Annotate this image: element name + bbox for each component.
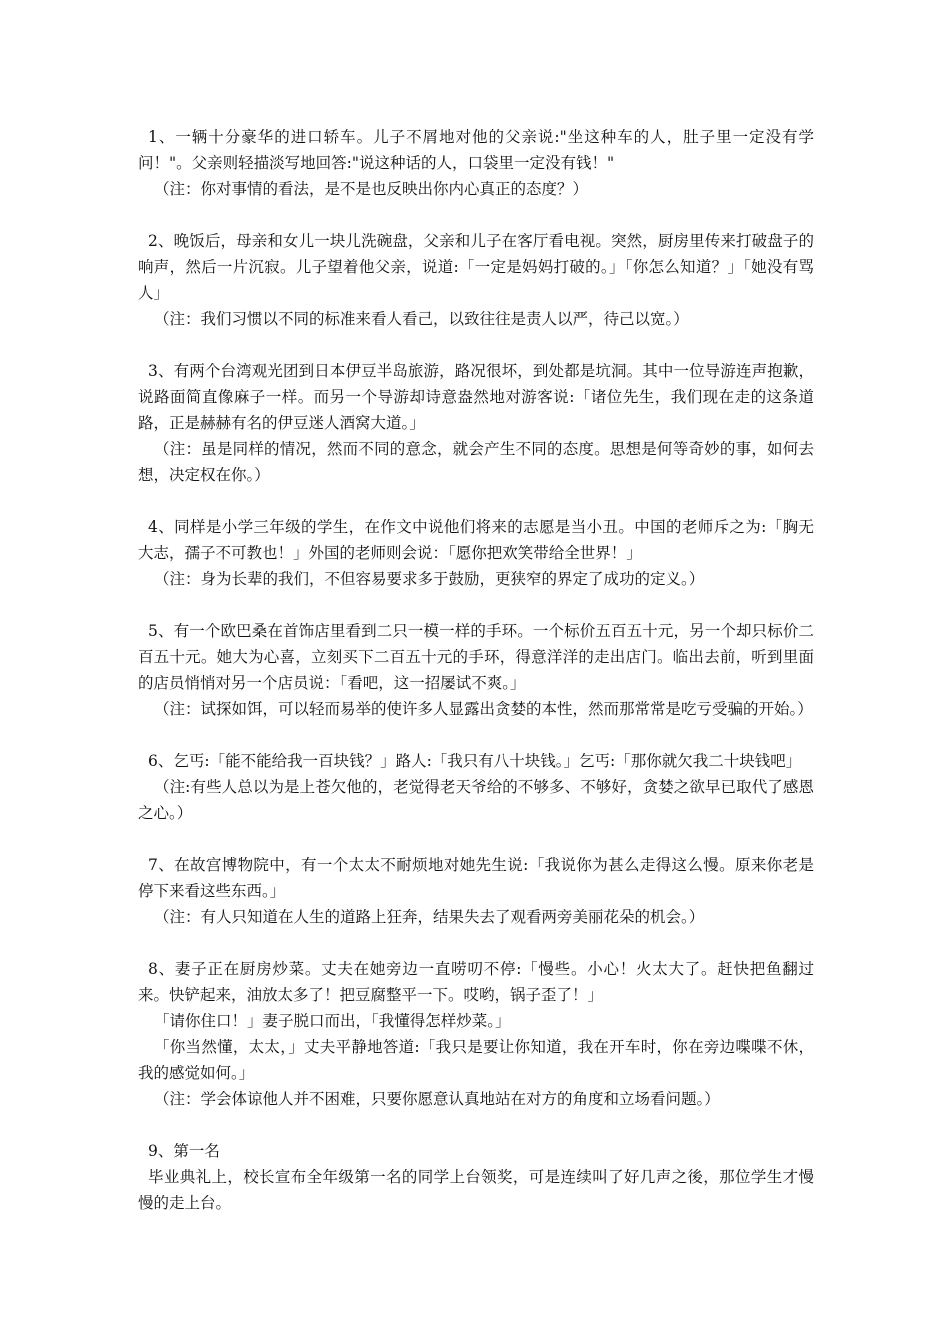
story-4	[138, 514, 814, 592]
story-1	[138, 124, 814, 202]
story-6	[138, 748, 814, 826]
story-note: （注：你对事情的看法，是不是也反映出你内心真正的态度？）	[154, 180, 589, 198]
story-3	[138, 358, 814, 488]
story-dialogue: 「请你住口！」妻子脱口而出，「我懂得怎样炒菜。」	[154, 1012, 511, 1030]
story-note: （注：试探如饵，可以轻而易举的使许多人显露出贪婪的本性，然而那常常是吃亏受骗的开始。）	[154, 700, 813, 718]
story-text: 8、妻子正在厨房炒菜。丈夫在她旁边一直唠叨不停:「慢些。小心！火太大了。赶快把鱼翻过来。快铲起来，油放太多了！把豆腐整平一下。哎哟，锅子歪了！」	[138, 960, 814, 1004]
story-text: 6、乞丐:「能不能给我一百块钱？」路人:「我只有八十块钱。」乞丐:「那你就欠我二十块钱吧」	[148, 752, 802, 770]
story-8	[138, 956, 814, 1112]
story-text: 4、同样是小学三年级的学生，在作文中说他们将来的志愿是当小丑。中国的老师斥之为:「胸无大志，孺子不可教也！」外国的老师则会说：「愿你把欢笑带给全世界！」	[138, 518, 814, 562]
story-9	[138, 1138, 814, 1216]
story-note: （注：学会体谅他人并不困难，只要你愿意认真地站在对方的角度和立场看问题。）	[154, 1090, 720, 1108]
story-note: （注：有人只知道在人生的道路上狂奔，结果失去了观看两旁美丽花朵的机会。）	[154, 908, 705, 926]
story-note: （注:有些人总以为是上苍欠他的，老觉得老天爷给的不够多、不够好，贪婪之欲早已取代了感恩之心。）	[138, 778, 814, 822]
story-note: （注：身为长辈的我们，不但容易要求多于鼓励，更狭窄的界定了成功的定义。）	[154, 570, 705, 588]
document-page	[138, 124, 814, 1242]
story-text: 毕业典礼上，校长宣布全年级第一名的同学上台领奖，可是连续叫了好几声之後，那位学生才慢慢的走上台。	[138, 1168, 814, 1212]
story-text: 3、有两个台湾观光团到日本伊豆半岛旅游，路况很坏，到处都是坑洞。其中一位导游连声抱歉，说路面简直像麻子一样。而另一个导游却诗意盎然地对游客说:「诸位先生，我们现在走的这条道路，正是赫赫有名的伊豆迷人酒窝大道。」	[138, 362, 814, 432]
story-text: 2、晚饭后，母亲和女儿一块儿洗碗盘，父亲和儿子在客厅看电视。突然，厨房里传来打破盘子的响声，然后一片沉寂。儿子望着他父亲，说道:「一定是妈妈打破的。」「你怎么知道？」「她没有骂人」	[138, 232, 814, 302]
story-7	[138, 852, 814, 930]
story-text: 5、有一个欧巴桑在首饰店里看到二只一模一样的手环。一个标价五百五十元，另一个却只标价二百五十元。她大为心喜，立刻买下二百五十元的手环，得意洋洋的走出店门。临出去前，听到里面的店员悄悄对另一个店员说：「看吧，这一招屡试不爽。」	[138, 622, 814, 692]
story-2	[138, 228, 814, 332]
story-text: 1、一辆十分豪华的进口轿车。儿子不屑地对他的父亲说:"坐这种车的人，肚子里一定没有学问！"。父亲则轻描淡写地回答:"说这种话的人，口袋里一定没有钱！"	[138, 128, 814, 172]
story-text: 7、在故宫博物院中，有一个太太不耐烦地对她先生说:「我说你为甚么走得这么慢。原来你老是停下来看这些东西。」	[138, 856, 814, 900]
story-note: （注：我们习惯以不同的标准来看人看己，以致往往是责人以严，待己以宽。）	[154, 310, 689, 328]
story-5	[138, 618, 814, 722]
story-dialogue: 「你当然懂，太太，」丈夫平静地答道:「我只是要让你知道，我在开车时，你在旁边喋喋不休，我的感觉如何。」	[138, 1038, 814, 1082]
story-heading: 9、第一名	[148, 1142, 220, 1160]
story-note: （注：虽是同样的情况，然而不同的意念，就会产生不同的态度。思想是何等奇妙的事，如何去想，决定权在你。）	[138, 440, 814, 484]
